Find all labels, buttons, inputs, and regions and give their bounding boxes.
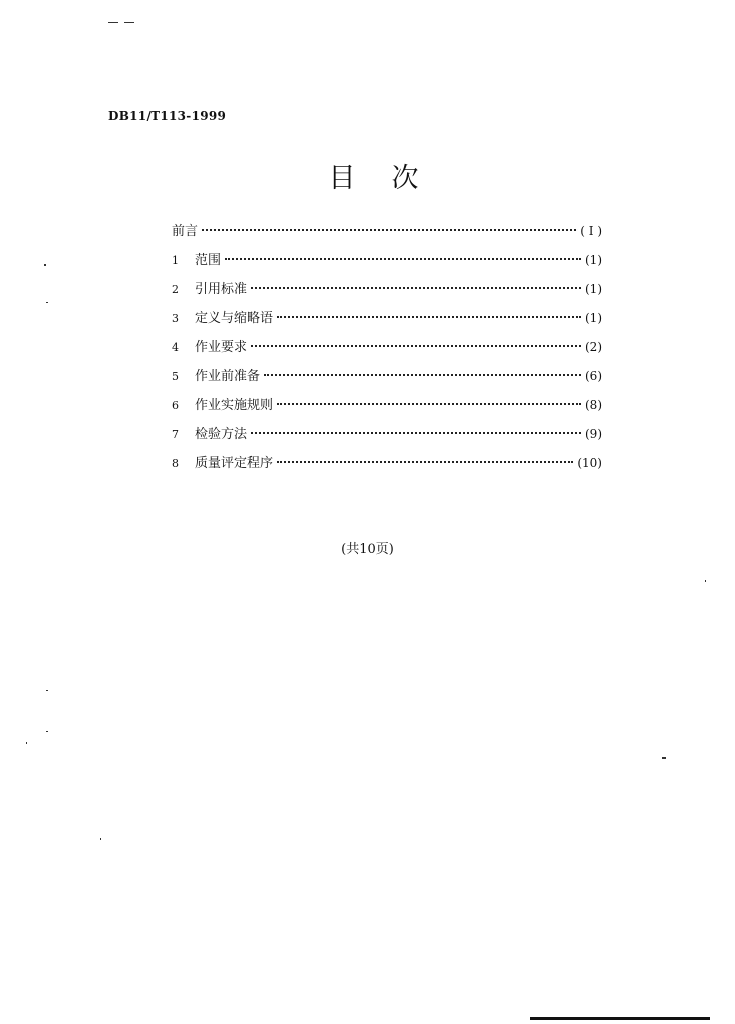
toc-entry-page: (9) [585, 427, 602, 441]
toc-entry-6[interactable] [172, 394, 602, 423]
toc-leader-dots [251, 345, 581, 347]
title-char-2: 次 [391, 163, 455, 194]
scan-speck [46, 690, 48, 691]
toc-entry-page: ( I ) [580, 224, 602, 238]
toc-entry-label: 质量评定程序 [195, 456, 274, 471]
toc-entry-label: 定义与缩略语 [195, 311, 274, 326]
toc-entry-page: (2) [585, 340, 602, 354]
scan-edge-line [530, 1017, 710, 1020]
toc-entry-7[interactable] [172, 423, 602, 452]
toc-entry-label: 作业前准备 [195, 369, 261, 384]
document-code: DB11/T113-1999 [108, 109, 227, 123]
scan-speck [124, 22, 134, 23]
toc-entry-number: 8 [172, 457, 179, 470]
scan-speck [44, 264, 46, 266]
toc-entry-page: (1) [585, 253, 602, 267]
toc-entry-label: 作业实施规则 [195, 398, 274, 413]
scan-speck [26, 742, 27, 744]
toc-entry-number: 4 [172, 341, 179, 354]
toc-entry-8[interactable] [172, 452, 602, 481]
toc-entry-label: 前言 [172, 224, 199, 239]
toc-entry-label: 引用标准 [195, 282, 248, 297]
toc-entry-number: 6 [172, 399, 179, 412]
toc-entry-2[interactable] [172, 278, 602, 307]
toc-leader-dots [277, 316, 581, 318]
toc-entry-page: (1) [585, 282, 602, 296]
scan-speck [46, 731, 48, 732]
toc-leader-dots [202, 229, 576, 231]
toc-leader-dots [225, 258, 581, 260]
toc-entry-1[interactable] [172, 249, 602, 278]
toc-entry-number: 3 [172, 312, 179, 325]
toc-entry-number: 1 [172, 254, 179, 267]
toc-entry-preface[interactable] [172, 220, 602, 249]
scan-speck [108, 22, 118, 23]
title-char-1: 目 [328, 163, 392, 194]
toc-leader-dots [251, 432, 581, 434]
toc-entry-label: 检验方法 [195, 427, 248, 442]
toc-entry-3[interactable] [172, 307, 602, 336]
toc-entry-page: (10) [577, 456, 602, 470]
toc-entry-page: (1) [585, 311, 602, 325]
toc-entry-number: 7 [172, 428, 179, 441]
scan-speck [46, 302, 48, 303]
toc-leader-dots [277, 403, 581, 405]
scan-speck [662, 757, 666, 759]
scan-speck [705, 580, 706, 582]
toc-entry-number: 2 [172, 283, 179, 296]
toc-entry-label: 作业要求 [195, 340, 248, 355]
toc-entry-page: (8) [585, 398, 602, 412]
toc-entry-5[interactable] [172, 365, 602, 394]
toc-entry-page: (6) [585, 369, 602, 383]
toc-leader-dots [277, 461, 573, 463]
toc-leader-dots [264, 374, 581, 376]
table-of-contents [172, 220, 602, 481]
page-title [0, 156, 735, 195]
page-count-footer: (共10页) [341, 542, 394, 557]
scan-speck [100, 838, 101, 840]
toc-leader-dots [251, 287, 581, 289]
toc-entry-label: 范围 [195, 253, 222, 268]
toc-entry-4[interactable] [172, 336, 602, 365]
toc-entry-number: 5 [172, 370, 179, 383]
